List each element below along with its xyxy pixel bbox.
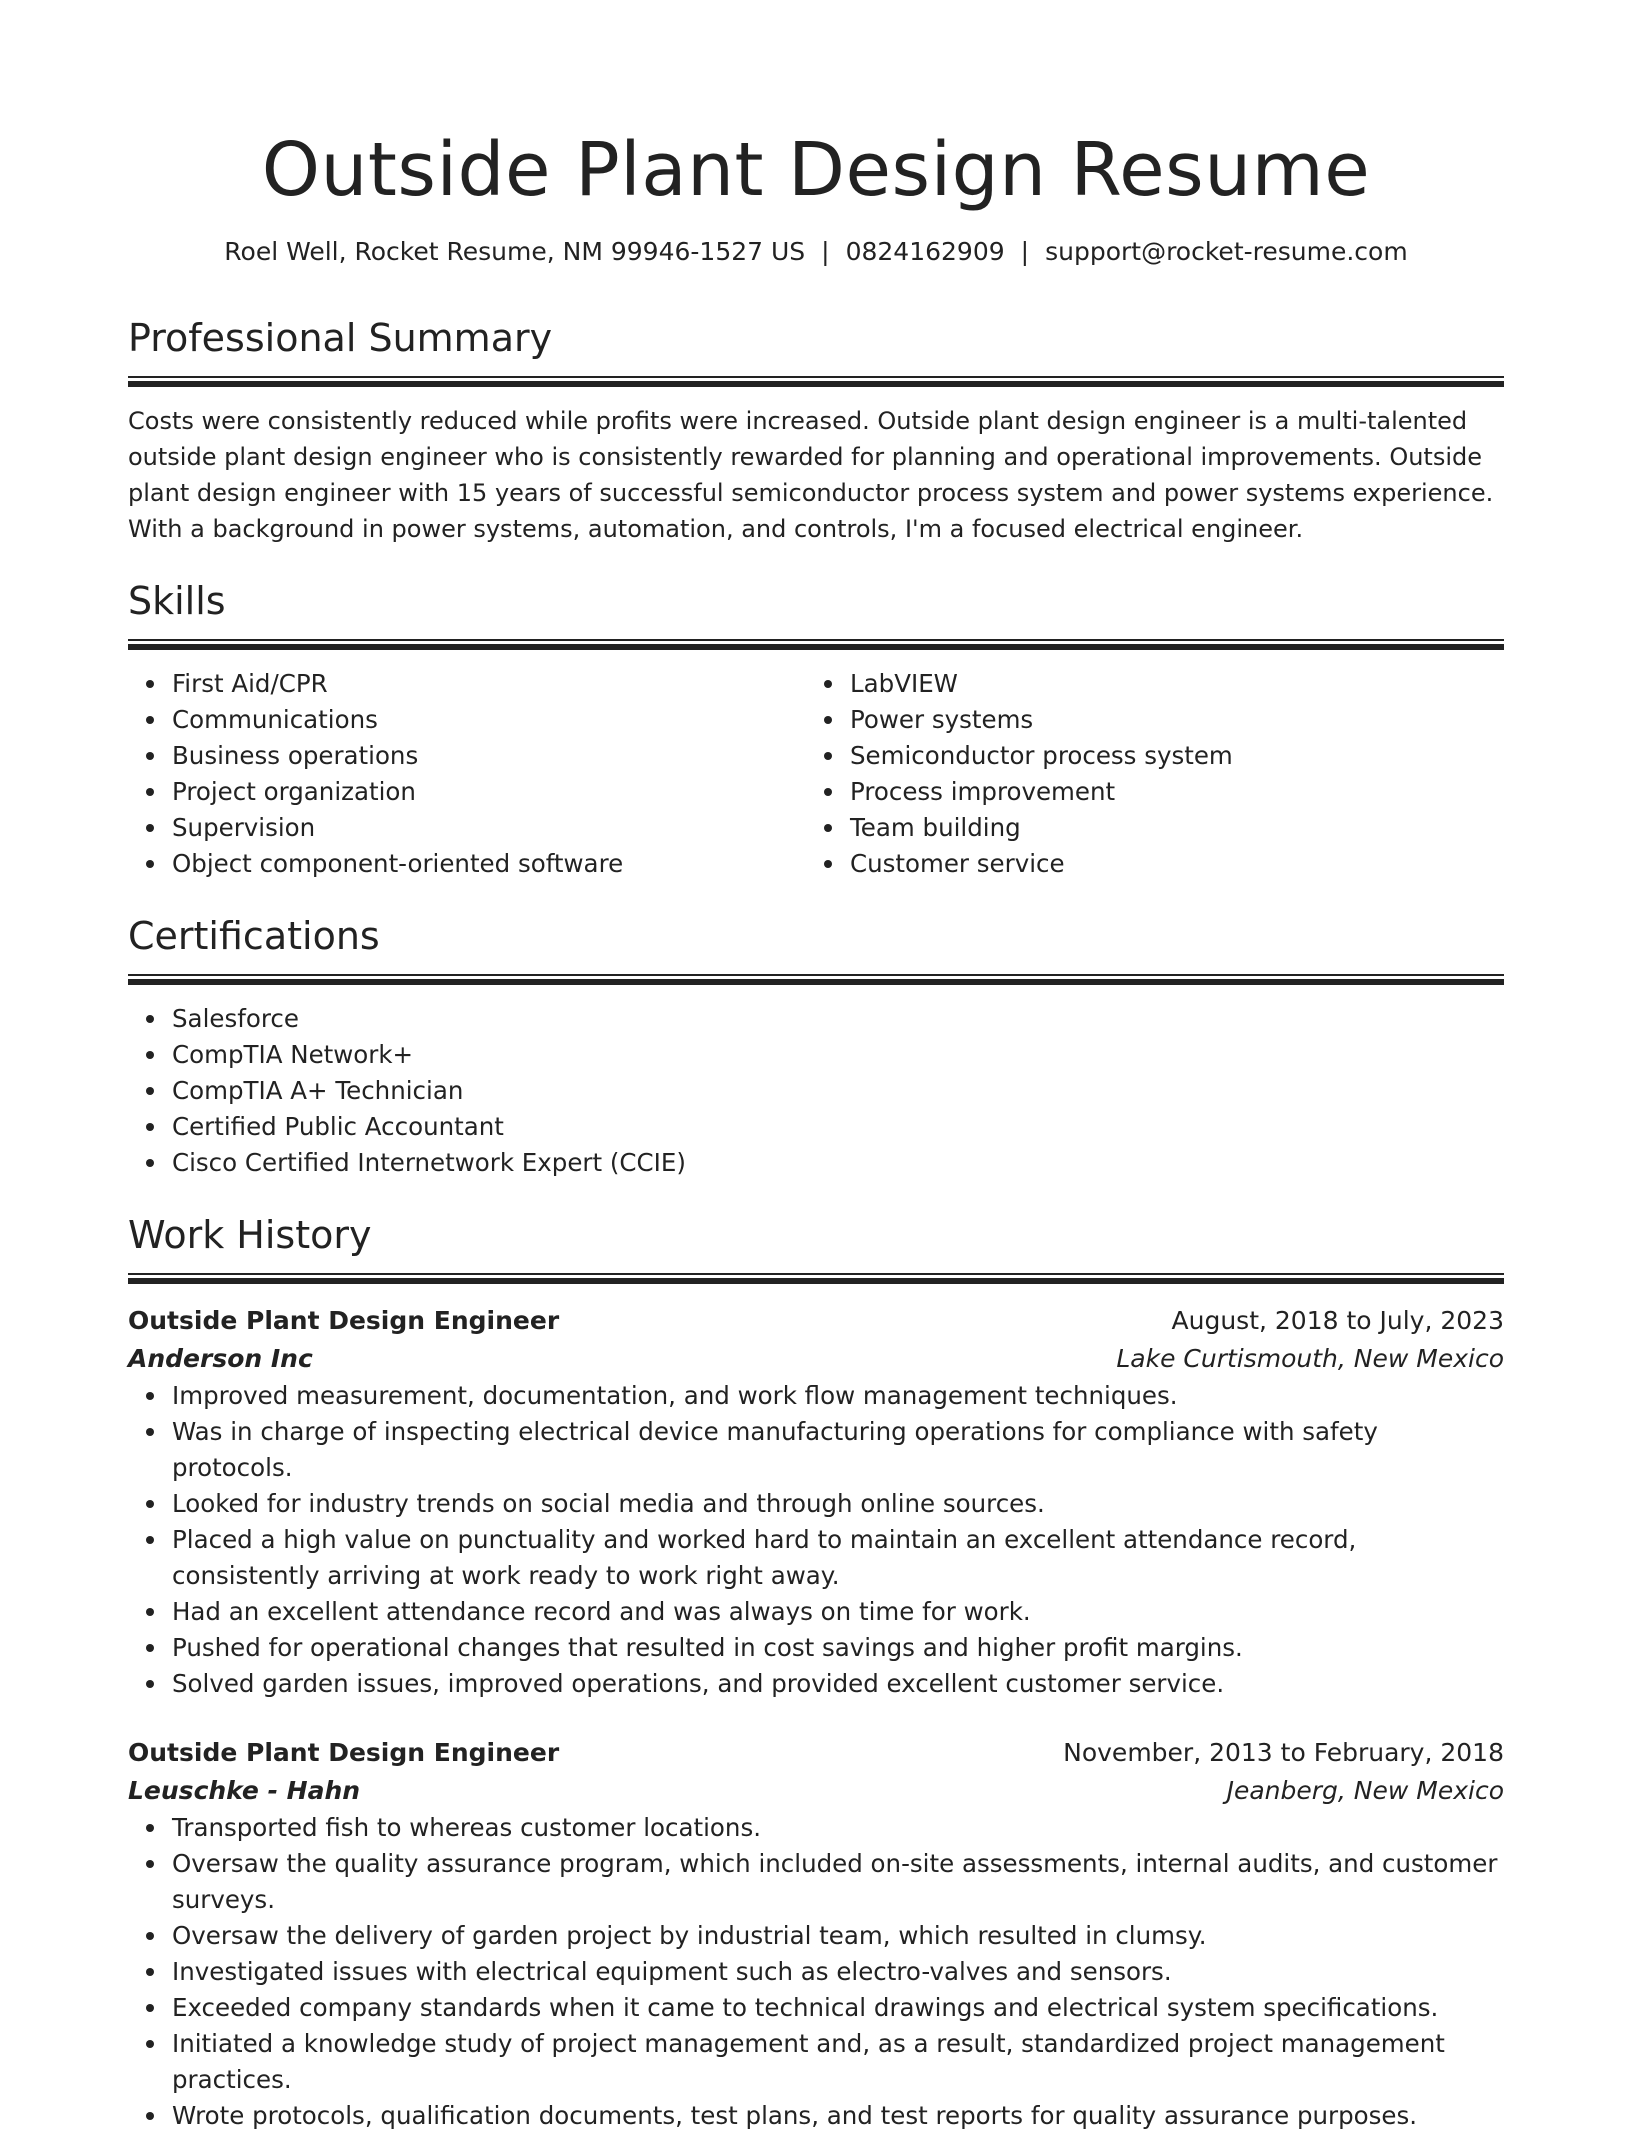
skills-column-left (128, 666, 806, 882)
resume-page (128, 0, 1504, 2134)
certification-item: Cisco Certified Internetwork Expert (CCIE) (172, 1145, 1504, 1181)
contact-phone: 0824162909 (845, 237, 1005, 266)
work-history-heading: Work History (128, 1213, 372, 1257)
contact-line (128, 236, 1504, 268)
job-subheader (128, 1340, 1504, 1378)
job-subheader (128, 1772, 1504, 1810)
skills-list-left (128, 666, 806, 882)
job-bullet: Wrote protocols, qualification documents, test plans, and test reports for quality assurance purposes. (172, 2098, 1504, 2134)
job-location: Jeanberg, New Mexico (1226, 1776, 1504, 1805)
job-bullets (128, 1378, 1504, 1702)
job-company: Leuschke - Hahn (128, 1776, 361, 1805)
certifications-heading: Certifications (128, 914, 380, 958)
job-entry (128, 1734, 1504, 2134)
job-bullet: Solved garden issues, improved operations, and provided excellent customer service. (172, 1666, 1504, 1702)
skills-section (128, 577, 1504, 882)
job-bullet: Pushed for operational changes that resulted in cost savings and higher profit margins. (172, 1630, 1504, 1666)
contact-separator: | (821, 237, 830, 266)
work-history-section (128, 1211, 1504, 2134)
certifications-section (128, 912, 1504, 1181)
job-bullet: Exceeded company standards when it came to technical drawings and electrical system specifications. (172, 1990, 1504, 2026)
contact-separator: | (1020, 237, 1030, 266)
job-title: Outside Plant Design Engineer (128, 1738, 560, 1767)
job-bullet: Oversaw the delivery of garden project by industrial team, which resulted in clumsy. (172, 1918, 1504, 1954)
summary-text: Costs were consistently reduced while profits were increased. Outside plant design engineer is a multi-talented outside plant design engineer who is consistently rewarded for planning and operational improvements. Outside plant design engineer with 15 years of successful semiconductor process system and power systems experience. With a background in power systems, automation, and controls, I'm a focused electrical engineer. (128, 407, 1494, 543)
section-divider (128, 974, 1504, 985)
job-bullet: Investigated issues with electrical equipment such as electro-valves and sensors. (172, 1954, 1504, 1990)
skills-heading: Skills (128, 579, 226, 623)
certification-item: CompTIA A+ Technician (172, 1073, 1504, 1109)
contact-address: Roel Well, Rocket Resume, NM 99946-1527 US (224, 237, 806, 266)
job-title: Outside Plant Design Engineer (128, 1306, 560, 1335)
certification-item: CompTIA Network+ (172, 1037, 1504, 1073)
job-bullet: Initiated a knowledge study of project management and, as a result, standardized project management practices. (172, 2026, 1504, 2098)
summary-section (128, 314, 1504, 547)
skill-item: Object component-oriented software (172, 846, 806, 882)
job-entry (128, 1302, 1504, 1702)
contact-email[interactable]: support@rocket-resume.com (1045, 237, 1408, 266)
job-dates: November, 2013 to February, 2018 (1063, 1738, 1504, 1767)
job-bullet: Looked for industry trends on social media and through online sources. (172, 1486, 1504, 1522)
skill-item: Business operations (172, 738, 806, 774)
skill-item: Communications (172, 702, 806, 738)
job-bullet: Placed a high value on punctuality and worked hard to maintain an excellent attendance record, consistently arriving at work ready to work right away. (172, 1522, 1504, 1594)
job-header (128, 1302, 1504, 1340)
summary-heading: Professional Summary (128, 316, 553, 360)
skill-item: Process improvement (850, 774, 1484, 810)
job-bullets (128, 1810, 1504, 2134)
section-divider (128, 1273, 1504, 1284)
certification-item: Certified Public Accountant (172, 1109, 1504, 1145)
skill-item: Power systems (850, 702, 1484, 738)
section-divider (128, 376, 1504, 387)
job-location: Lake Curtismouth, New Mexico (1116, 1344, 1504, 1373)
resume-title: Outside Plant Design Resume (261, 127, 1371, 213)
skills-grid (128, 666, 1504, 882)
skill-item: Semiconductor process system (850, 738, 1484, 774)
job-bullet: Transported fish to whereas customer locations. (172, 1810, 1504, 1846)
job-bullet: Oversaw the quality assurance program, which included on-site assessments, internal audits, and customer surveys. (172, 1846, 1504, 1918)
job-bullet: Improved measurement, documentation, and work flow management techniques. (172, 1378, 1504, 1414)
skills-column-right (806, 666, 1484, 882)
job-company: Anderson Inc (128, 1344, 313, 1373)
skill-item: First Aid/CPR (172, 666, 806, 702)
skill-item: Project organization (172, 774, 806, 810)
job-dates: August, 2018 to July, 2023 (1171, 1306, 1504, 1335)
job-header (128, 1734, 1504, 1772)
job-bullet: Had an excellent attendance record and was always on time for work. (172, 1594, 1504, 1630)
skill-item: Supervision (172, 810, 806, 846)
section-divider (128, 639, 1504, 650)
job-bullet: Was in charge of inspecting electrical device manufacturing operations for compliance with safety protocols. (172, 1414, 1504, 1486)
skill-item: LabVIEW (850, 666, 1484, 702)
skill-item: Customer service (850, 846, 1484, 882)
certification-item: Salesforce (172, 1001, 1504, 1037)
certifications-list (128, 1001, 1504, 1181)
skill-item: Team building (850, 810, 1484, 846)
skills-list-right (806, 666, 1484, 882)
